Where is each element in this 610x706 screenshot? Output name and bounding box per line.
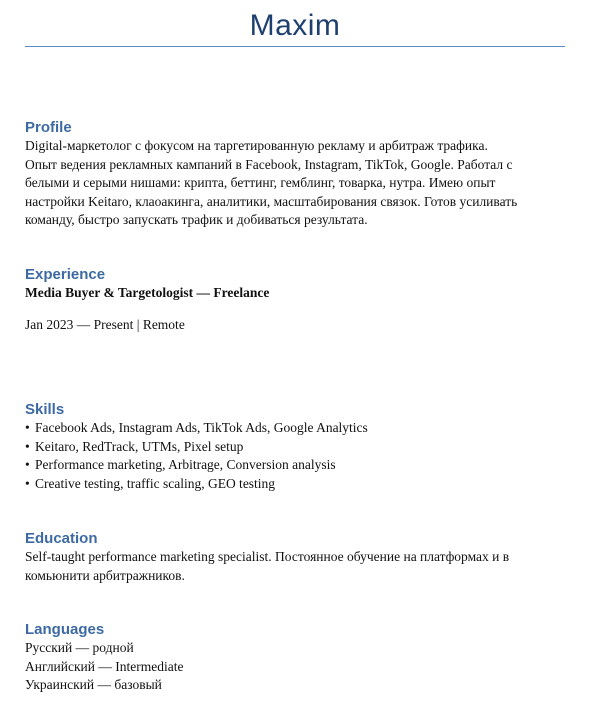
profile-section <box>25 119 565 230</box>
languages-heading: Languages <box>25 621 105 638</box>
skills-heading: Skills <box>25 401 65 418</box>
list-item: • Creative testing, traffic scaling, GEO testing <box>25 475 565 494</box>
education-line: Self-taught performance marketing specialist. Постоянное обучение на платформах и в <box>25 549 510 564</box>
job-dates: Jan 2023 — Present | Remote <box>25 317 185 332</box>
language-item: Украинский — базовый <box>25 677 162 692</box>
candidate-name: Maxim <box>249 9 341 42</box>
profile-line: Digital-маркетолог с фокусом на таргетированную рекламу и арбитраж трафика. <box>25 138 488 153</box>
list-item: • Facebook Ads, Instagram Ads, TikTok Ads, Google Analytics <box>25 419 565 438</box>
list-item: • Keitaro, RedTrack, UTMs, Pixel setup <box>25 438 565 457</box>
experience-heading: Experience <box>25 266 106 283</box>
profile-text <box>25 137 565 230</box>
header-divider <box>25 46 565 47</box>
profile-line: команду, быстро запускать трафик и добиваться результата. <box>25 212 368 227</box>
skills-section <box>25 401 565 493</box>
education-section <box>25 530 565 585</box>
job-title: Media Buyer & Targetologist — Freelance <box>25 285 270 300</box>
languages-section <box>25 621 565 695</box>
skills-list <box>25 419 565 493</box>
education-line: комьюнити арбитражников. <box>25 567 185 583</box>
profile-heading: Profile <box>25 119 72 136</box>
language-item: Русский — родной <box>25 640 134 655</box>
education-heading: Education <box>25 530 98 547</box>
list-item: • Performance marketing, Arbitrage, Conversion analysis <box>25 456 565 475</box>
profile-line: Опыт ведения рекламных кампаний в Facebook, Instagram, TikTok, Google. Работал с <box>25 156 513 172</box>
experience-section <box>25 266 565 335</box>
language-item: Английский — Intermediate <box>25 658 184 674</box>
resume-page <box>25 0 565 692</box>
profile-line: настройки Keitaro, клаоакинга, аналитики, масштабирования связок. Готов усиливать <box>25 193 518 209</box>
profile-line: белыми и серыми нишами: крипта, беттинг, гемблинг, товарка, нутра. Имею опыт <box>25 175 496 190</box>
